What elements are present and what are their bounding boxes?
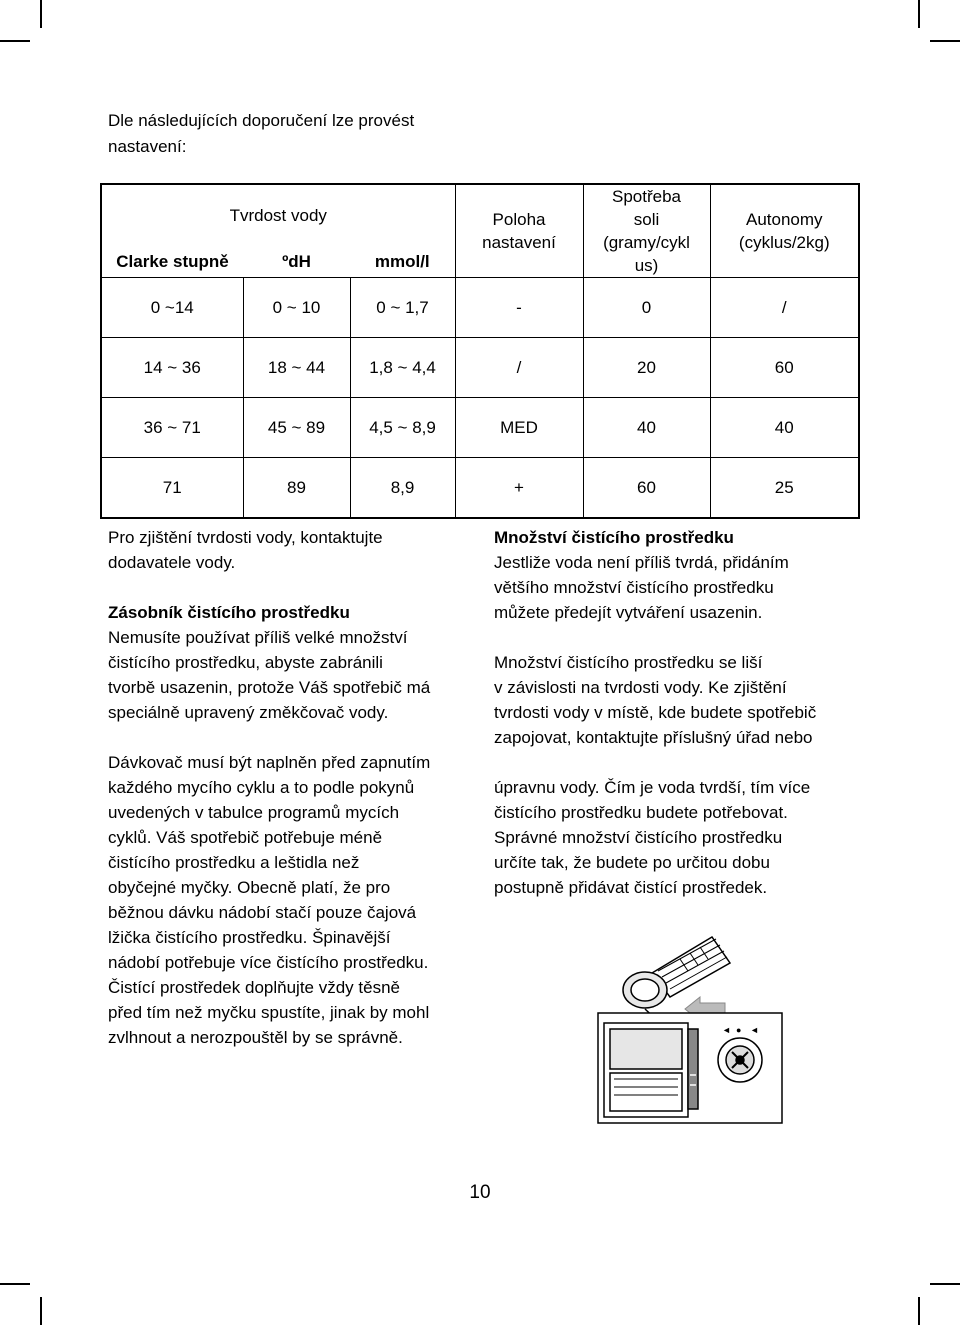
table-cell: -	[455, 278, 583, 338]
section-heading: Množství čistícího prostředku	[494, 528, 734, 547]
text-line: zapojovat, kontaktujte příslušný úřad nebo	[494, 728, 813, 747]
text-line: můžete předejít vytváření usazenin.	[494, 603, 763, 622]
text-line: Množství čistícího prostředku se liší	[494, 653, 763, 672]
text-line: úpravnu vody. Čím je voda tvrdší, tím více	[494, 778, 811, 797]
table-cell: 1,8 ~ 4,4	[350, 337, 455, 397]
text-line: zvlhnout a nerozpouštěl by se správně.	[108, 1028, 403, 1047]
text-line: tvorbě usazenin, protože Váš spotřebič má	[108, 678, 431, 697]
table-cell: 40	[710, 397, 859, 457]
text-line: dodavatele vody.	[108, 553, 236, 572]
crop-mark-top-right	[918, 0, 920, 28]
text-line: Pro zjištění tvrdosti vody, kontaktujte	[108, 528, 383, 547]
intro-line: nastavení:	[108, 137, 187, 156]
table-cell: 8,9	[350, 457, 455, 518]
salt-consumption-header: Spotřeba soli (gramy/cykl us)	[583, 184, 710, 278]
right-column	[494, 525, 874, 900]
text-line: Čistící prostředek doplňujte vždy těsně	[108, 978, 400, 997]
clarke-header: Clarke stupně	[101, 229, 243, 278]
mmol-header: mmol/l	[350, 229, 455, 278]
text-line: čistícího prostředku a leštidla než	[108, 853, 360, 872]
table-row	[101, 337, 859, 397]
table-cell: /	[710, 278, 859, 338]
left-column	[108, 525, 488, 1050]
detergent-dispenser-illustration	[590, 925, 790, 1140]
table-cell: 89	[243, 457, 350, 518]
water-hardness-header: Tvrdost vody	[101, 184, 455, 229]
text-line: Nemusíte používat příliš velké množství	[108, 628, 408, 647]
crop-mark-bottom-left-h	[0, 1283, 30, 1285]
crop-mark-top-left-h	[0, 40, 30, 42]
table-cell: 60	[710, 337, 859, 397]
text-line: Jestliže voda není příliš tvrdá, přidáním	[494, 553, 789, 572]
text-line: postupně přidávat čistící prostředek.	[494, 878, 768, 897]
water-hardness-table	[100, 183, 860, 519]
text-line: tvrdosti vody v místě, kde budete spotřebič	[494, 703, 817, 722]
table-cell: MED	[455, 397, 583, 457]
text-line: obyčejné myčky. Obecně platí, že pro	[108, 878, 391, 897]
section-heading: Zásobník čistícího prostředku	[108, 603, 350, 622]
text-line: nádobí potřebuje více čistícího prostředku.	[108, 953, 429, 972]
text-line: čistícího prostředku, abyste zabránili	[108, 653, 383, 672]
svg-text:◄: ◄	[722, 1025, 731, 1035]
crop-mark-bottom-left	[40, 1297, 42, 1325]
table-cell: +	[455, 457, 583, 518]
text-line: před tím než myčku spustíte, jinak by mohl	[108, 1003, 430, 1022]
table-cell: 45 ~ 89	[243, 397, 350, 457]
dh-header: ºdH	[243, 229, 350, 278]
table-cell: 36 ~ 71	[101, 397, 243, 457]
intro-line: Dle následujících doporučení lze provést	[108, 111, 415, 130]
text-line: každého mycího cyklu a to podle pokynů	[108, 778, 415, 797]
text-line: čistícího prostředku budete potřebovat.	[494, 803, 788, 822]
table-cell: /	[455, 337, 583, 397]
text-line: Dávkovač musí být naplněn před zapnutím	[108, 753, 431, 772]
table-row	[101, 457, 859, 518]
text-line: běžnou dávku nádobí stačí pouze čajová	[108, 903, 417, 922]
crop-mark-top-right-h	[930, 40, 960, 42]
text-line: lžička čistícího prostředku. Špinavější	[108, 928, 391, 947]
text-line: většího množství čistícího prostředku	[494, 578, 774, 597]
crop-mark-bottom-right-h	[930, 1283, 960, 1285]
autonomy-header: Autonomy (cyklus/2kg)	[710, 184, 859, 278]
table-cell: 60	[583, 457, 710, 518]
svg-text:●: ●	[736, 1025, 742, 1035]
text-line: v závislosti na tvrdosti vody. Ke zjištění	[494, 678, 787, 697]
text-line: speciálně upravený změkčovač vody.	[108, 703, 389, 722]
crop-mark-top-left	[40, 0, 42, 28]
crop-mark-bottom-right	[918, 1297, 920, 1325]
table-cell: 25	[710, 457, 859, 518]
table-cell: 14 ~ 36	[101, 337, 243, 397]
table-cell: 71	[101, 457, 243, 518]
svg-text:◄: ◄	[750, 1025, 759, 1035]
table-cell: 4,5 ~ 8,9	[350, 397, 455, 457]
text-line: uvedených v tabulce programů mycích	[108, 803, 400, 822]
position-header: Poloha nastavení	[455, 184, 583, 278]
text-line: určíte tak, že budete po určitou dobu	[494, 853, 770, 872]
table-cell: 0 ~ 1,7	[350, 278, 455, 338]
text-line: Správné množství čistícího prostředku	[494, 828, 783, 847]
page-number: 10	[469, 1182, 491, 1203]
text-line: cyklů. Váš spotřebič potřebuje méně	[108, 828, 383, 847]
table-row	[101, 397, 859, 457]
table-cell: 0 ~ 10	[243, 278, 350, 338]
table-cell: 0	[583, 278, 710, 338]
intro-text	[108, 108, 508, 160]
table-cell: 18 ~ 44	[243, 337, 350, 397]
table-row	[101, 278, 859, 338]
dispenser-panel-icon	[598, 1013, 782, 1123]
table-cell: 20	[583, 337, 710, 397]
table-cell: 40	[583, 397, 710, 457]
table-cell: 0 ~14	[101, 278, 243, 338]
